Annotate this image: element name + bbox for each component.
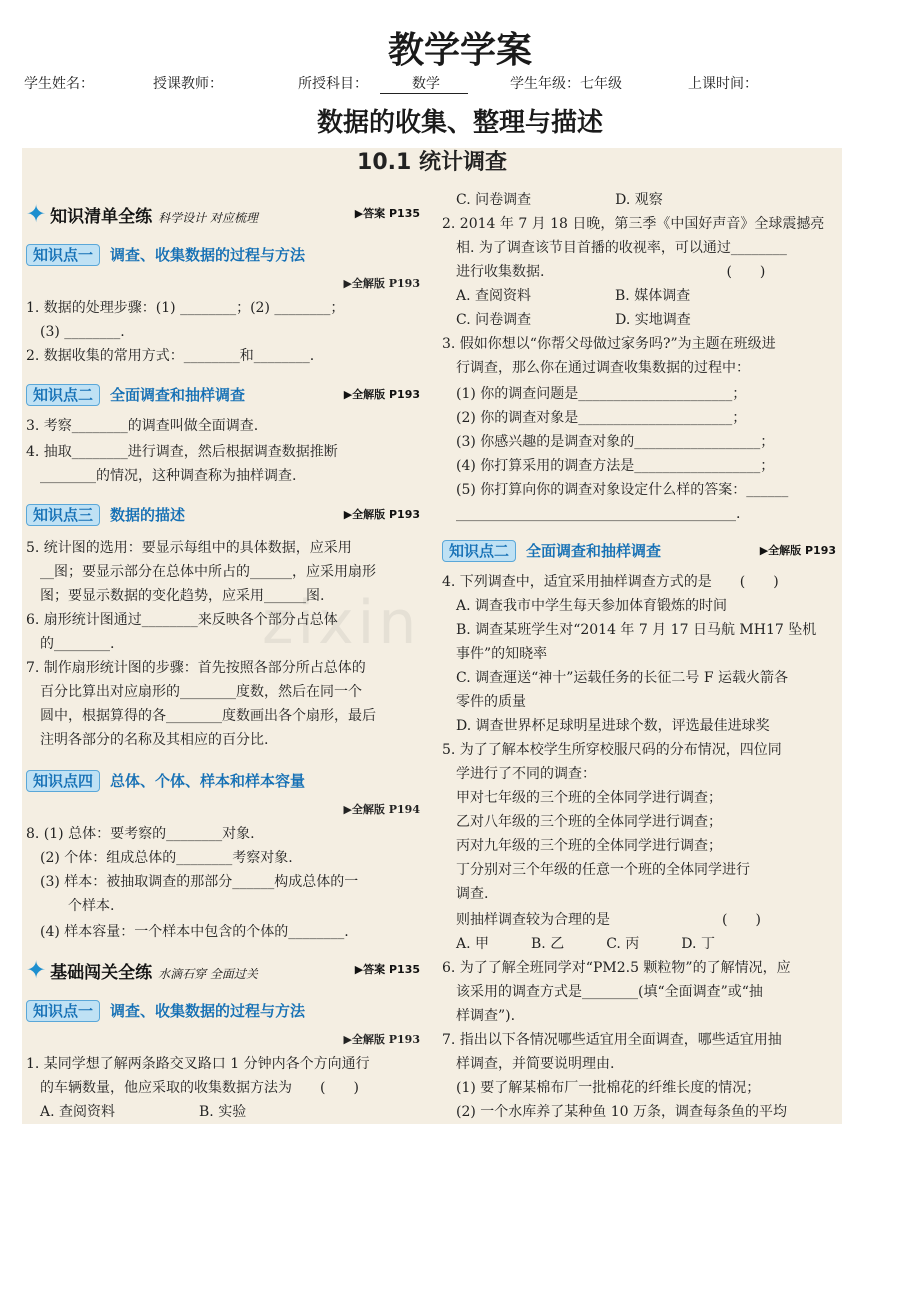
text-line: 注明各部分的名称及其相应的百分比.: [40, 732, 269, 748]
kp-ref: ▶全解版 P193: [343, 1033, 420, 1046]
text-line: 百分比算出对应扇形的________度数，然后在同一个: [40, 684, 362, 700]
text-line: (3) 你感兴趣的是调查对象的__________________；: [456, 434, 775, 450]
text-line: ________的情况，这种调查称为抽样调查.: [40, 468, 297, 484]
text-line: 8. (1) 总体：要考察的________对象.: [26, 826, 255, 842]
star-icon: ✦: [26, 956, 47, 984]
text-line: 个样本.: [68, 898, 115, 914]
answer-ref: ▶答案 P135: [354, 963, 420, 976]
knowledge-point: [26, 504, 420, 526]
text-line: 3. 假如你想以“你帮父母做过家务吗?”为主题在班级进: [442, 336, 776, 352]
text-line: ________________________________________.: [456, 506, 741, 522]
text-line: 4. 抽取________进行调查，然后根据调查数据推断: [26, 444, 338, 460]
section-title: 10.1 统计调查: [357, 150, 507, 175]
text-line: (4) 你打算采用的调查方法是__________________；: [456, 458, 775, 474]
text-line: (5) 你打算向你的调查对象设定什么样的答案：______: [456, 482, 789, 498]
text-line: 学进行了不同的调查：: [456, 766, 596, 782]
text-line: 调查.: [456, 886, 489, 902]
text-line: 甲对七年级的三个班的全体同学进行调查；: [456, 790, 722, 806]
kp-ref: ▶全解版 P193: [343, 388, 420, 401]
text-line: C. 调查運送“神十”运载任务的长征二号 F 运载火箭各: [456, 670, 789, 686]
text-line: 样调查，并简要说明理由.: [456, 1056, 615, 1072]
text-line: 事件”的知晓率: [456, 646, 548, 662]
textbook-scan: [22, 148, 842, 1124]
heading-title: 基础闯关全练: [50, 963, 153, 983]
text-line: 1. 数据的处理步骤：(1) ________；(2) ________；: [26, 300, 345, 316]
knowledge-point: [26, 770, 420, 792]
heading-title: 知识清单全练: [50, 207, 153, 227]
text-line: (2) 个体：组成总体的________考察对象.: [40, 850, 293, 866]
kp-tag: 知识点一: [26, 244, 100, 266]
kp-title: 总体、个体、样本和样本容量: [110, 772, 306, 790]
text-line: 则抽样调查较为合理的是 ( ): [456, 912, 761, 928]
heading-sub: 科学设计 对应梳理: [158, 211, 258, 225]
text-line: B. 调查某班学生对“2014 年 7 月 17 日马航 MH17 坠机: [456, 622, 817, 638]
text-line: 行调查，那么你在通过调查收集数据的过程中：: [456, 360, 750, 376]
text-line: C. 问卷调查 D. 实地调查: [456, 312, 691, 328]
text-line: 6. 为了了解全班同学对“PM2.5 颗粒物”的了解情况，应: [442, 960, 791, 976]
text-line: __图；要显示部分在总体中所占的______，应采用扇形: [40, 564, 376, 580]
text-line: 圆中，根据算得的各________度数画出各个扇形，最后: [40, 708, 376, 724]
text-line: C. 问卷调查 D. 观察: [456, 192, 663, 208]
kp-title: 调查、收集数据的过程与方法: [110, 1002, 306, 1020]
section-heading: [26, 956, 420, 984]
text-line: 3. 考察________的调查叫做全面调查.: [26, 418, 259, 434]
text-line: 2. 2014 年 7 月 18 日晚，第三季《中国好声音》全球震撼亮: [442, 216, 825, 232]
kp-tag: 知识点三: [26, 504, 100, 526]
kp-ref: ▶全解版 P193: [343, 277, 420, 290]
class-time-label: 上课时间：: [688, 76, 758, 92]
page-subtitle: 数据的收集、整理与描述: [316, 108, 603, 138]
text-line: A. 查阅资料 B. 媒体调查: [456, 288, 691, 304]
kp-title: 数据的描述: [110, 506, 186, 524]
text-line: (3) 样本：被抽取调查的那部分______构成总体的一: [40, 874, 359, 890]
kp-ref: ▶全解版 P193: [343, 508, 420, 521]
text-line: 2. 数据收集的常用方式：________和________.: [26, 348, 315, 364]
kp-title: 全面调查和抽样调查: [110, 386, 246, 404]
subject-value: 数学: [380, 73, 468, 94]
text-line: (1) 要了解某棉布厂一批棉花的纤维长度的情况；: [456, 1080, 761, 1096]
text-line: 零件的质量: [456, 694, 526, 710]
text-line: (2) 一个水库养了某种鱼 10 万条，调查每条鱼的平均: [456, 1104, 787, 1120]
text-line: A. 查阅资料 B. 实验: [40, 1104, 247, 1120]
text-line: 7. 制作扇形统计图的步骤：首先按照各部分所占总体的: [26, 660, 366, 676]
text-line: (4) 样本容量：一个样本中包含的个体的________.: [40, 924, 349, 940]
text-line: A. 甲 B. 乙 C. 丙 D. 丁: [456, 936, 715, 952]
student-name-label: 学生姓名：: [24, 76, 94, 92]
star-icon: ✦: [26, 200, 47, 228]
text-line: (2) 你的调查对象是______________________；: [456, 410, 747, 426]
knowledge-point: [442, 540, 836, 562]
kp-title: 调查、收集数据的过程与方法: [110, 246, 306, 264]
kp-title: 全面调查和抽样调查: [526, 542, 662, 560]
text-line: 7. 指出以下各情况哪些适宜用全面调查，哪些适宜用抽: [442, 1032, 782, 1048]
text-line: 4. 下列调查中，适宜采用抽样调查方式的是 ( ): [442, 574, 779, 590]
text-line: 丙对九年级的三个班的全体同学进行调查；: [456, 838, 722, 854]
text-line: 的车辆数量，他应采取的收集数据方法为 ( ): [40, 1080, 359, 1096]
page-title: 教学学案: [387, 29, 532, 71]
watermark: zixin: [262, 588, 421, 658]
text-line: 6. 扇形统计图通过________来反映各个部分占总体: [26, 612, 338, 628]
text-line: 样调查”).: [456, 1008, 516, 1024]
kp-ref: ▶全解版 P193: [759, 544, 836, 557]
knowledge-point: [26, 384, 420, 406]
text-line: 5. 统计图的选用：要显示每组中的具体数据，应采用: [26, 540, 352, 556]
knowledge-point: [26, 1000, 420, 1022]
text-line: 相. 为了调查该节目首播的收视率，可以通过________: [456, 240, 787, 256]
teacher-label: 授课教师：: [153, 76, 223, 92]
text-line: 乙对八年级的三个班的全体同学进行调查；: [456, 814, 722, 830]
kp-ref: ▶全解版 P194: [343, 803, 420, 816]
text-line: D. 调查世界杯足球明星进球个数，评选最佳进球奖: [456, 718, 770, 734]
text-line: 5. 为了了解本校学生所穿校服尺码的分布情况，四位同: [442, 742, 782, 758]
text-line: 丁分别对三个年级的任意一个班的全体同学进行: [456, 862, 750, 878]
text-line: 1. 某同学想了解两条路交叉路口 1 分钟内各个方向通行: [26, 1056, 370, 1072]
text-line: 的________.: [40, 636, 115, 652]
text-line: A. 调查我市中学生每天参加体育锻炼的时间: [456, 598, 728, 614]
heading-sub: 水滴石穿 全面过关: [158, 967, 258, 981]
meta-line: [24, 73, 904, 95]
text-line: 该采用的调查方式是________(填“全面调查”或“抽: [456, 984, 763, 1000]
section-heading: [26, 200, 420, 228]
answer-ref: ▶答案 P135: [354, 207, 420, 220]
kp-tag: 知识点二: [442, 540, 516, 562]
text-line: 进行收集数据. ( ): [456, 264, 766, 280]
text-line: (3) ________.: [40, 324, 125, 340]
knowledge-point: [26, 244, 420, 266]
grade-label: 学生年级：七年级: [510, 76, 622, 92]
text-line: 图；要显示数据的变化趋势，应采用______图.: [40, 588, 325, 604]
kp-tag: 知识点二: [26, 384, 100, 406]
kp-tag: 知识点四: [26, 770, 100, 792]
subject-label: 所授科目：: [298, 76, 368, 92]
text-line: (1) 你的调查问题是______________________；: [456, 386, 747, 402]
kp-tag: 知识点一: [26, 1000, 100, 1022]
